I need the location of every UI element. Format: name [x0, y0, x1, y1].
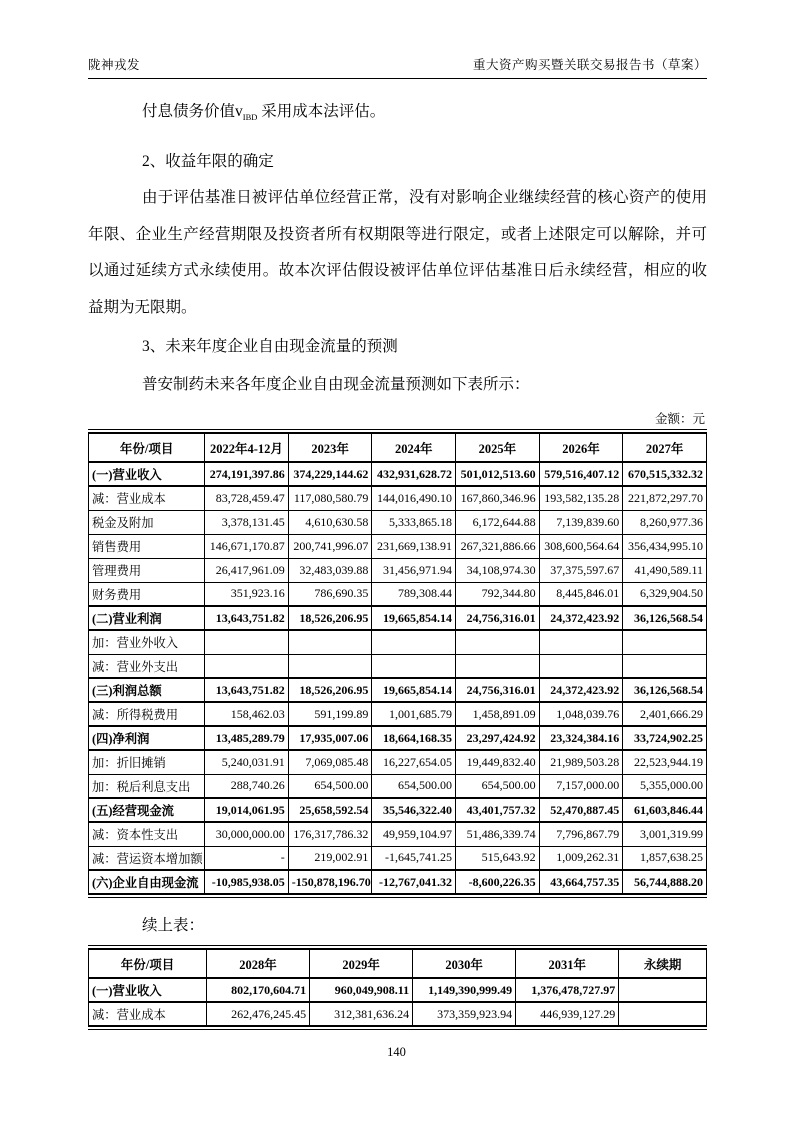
- table-row: [89, 534, 707, 558]
- row-label: 加：折旧摊销: [89, 750, 205, 774]
- cell-value: 23,324,384.16: [539, 726, 623, 750]
- cell-value: 6,329,904.50: [623, 582, 707, 606]
- cell-value: [372, 654, 456, 678]
- row-label: (二)营业利润: [89, 606, 205, 630]
- row-label: 加：营业外收入: [89, 630, 205, 654]
- cell-value: 1,376,478,727.97: [516, 978, 619, 1002]
- row-label: 财务费用: [89, 582, 205, 606]
- table-header-row: [89, 949, 707, 978]
- cell-value: 579,516,407.12: [539, 462, 623, 486]
- cell-value: 13,643,751.82: [205, 606, 289, 630]
- column-header: 2026年: [539, 433, 623, 462]
- column-header: 年份/项目: [89, 433, 205, 462]
- cell-value: 13,485,289.79: [205, 726, 289, 750]
- column-header: 2029年: [310, 949, 413, 978]
- row-label: (四)净利润: [89, 726, 205, 750]
- cell-value: 19,665,854.14: [372, 606, 456, 630]
- row-label: 减：资本性支出: [89, 822, 205, 846]
- cell-value: 51,486,339.74: [456, 822, 540, 846]
- cell-value: 200,741,996.07: [288, 534, 372, 558]
- cell-value: 52,470,887.45: [539, 798, 623, 822]
- column-header: 2031年: [516, 949, 619, 978]
- cell-value: 13,643,751.82: [205, 678, 289, 702]
- cell-value: 32,483,039.88: [288, 558, 372, 582]
- cell-value: 41,490,589.11: [623, 558, 707, 582]
- cell-value: 789,308.44: [372, 582, 456, 606]
- cell-value: 8,260,977.36: [623, 510, 707, 534]
- cell-value: 7,069,085.48: [288, 750, 372, 774]
- cell-value: -10,985,938.05: [205, 870, 289, 894]
- cell-value: 288,740.26: [205, 774, 289, 798]
- cell-value: 654,500.00: [456, 774, 540, 798]
- column-header: 2025年: [456, 433, 540, 462]
- cell-value: 960,049,908.11: [310, 978, 413, 1002]
- cell-value: 24,372,423.92: [539, 678, 623, 702]
- cell-value: 5,240,031.91: [205, 750, 289, 774]
- cell-value: 36,126,568.54: [623, 606, 707, 630]
- cell-value: 117,080,580.79: [288, 486, 372, 510]
- cell-value: 5,355,000.00: [623, 774, 707, 798]
- column-header: 2027年: [623, 433, 707, 462]
- cell-value: 19,665,854.14: [372, 678, 456, 702]
- cell-value: 274,191,397.86: [205, 462, 289, 486]
- column-header: 永续期: [619, 949, 707, 978]
- table-header-row: [89, 433, 707, 462]
- row-label: (五)经营现金流: [89, 798, 205, 822]
- cell-value: 221,872,297.70: [623, 486, 707, 510]
- cell-value: 501,012,513.60: [456, 462, 540, 486]
- cell-value: -: [205, 846, 289, 870]
- table-top-rule: [88, 945, 707, 946]
- cell-value: 654,500.00: [288, 774, 372, 798]
- cell-value: 2,401,666.29: [623, 702, 707, 726]
- table-row: [89, 702, 707, 726]
- cell-value: 18,526,206.95: [288, 606, 372, 630]
- row-label: (六)企业自由现金流: [89, 870, 205, 894]
- table-row: [89, 606, 707, 630]
- table-row: [89, 486, 707, 510]
- cell-value: 30,000,000.00: [205, 822, 289, 846]
- cell-value: 8,445,846.01: [539, 582, 623, 606]
- cell-value: 43,401,757.32: [456, 798, 540, 822]
- cell-value: 36,126,568.54: [623, 678, 707, 702]
- cell-value: 7,796,867.79: [539, 822, 623, 846]
- row-label: 管理费用: [89, 558, 205, 582]
- table-row: [89, 510, 707, 534]
- table-row: [89, 846, 707, 870]
- cell-value: 3,378,131.45: [205, 510, 289, 534]
- cell-value: -150,878,196.70: [288, 870, 372, 894]
- cell-value: [623, 630, 707, 654]
- cell-value: [372, 630, 456, 654]
- cashflow-forecast-table-continued-wrap: [88, 945, 707, 1030]
- table-row: [89, 750, 707, 774]
- cell-value: -8,600,226.35: [456, 870, 540, 894]
- table-row: [89, 678, 707, 702]
- row-label: (一)营业收入: [89, 462, 205, 486]
- continued-table-label: 续上表：: [142, 917, 205, 935]
- cell-value: 515,643.92: [456, 846, 540, 870]
- cell-value: 158,462.03: [205, 702, 289, 726]
- column-header: 2023年: [288, 433, 372, 462]
- debt-value-text-rest: 采用成本法评估。: [257, 103, 386, 120]
- row-label: 销售费用: [89, 534, 205, 558]
- section-heading-2: 2、收益年限的确定: [142, 153, 274, 171]
- cell-value: 33,724,902.25: [623, 726, 707, 750]
- cell-value: 22,523,944.19: [623, 750, 707, 774]
- cell-value: 219,002.91: [288, 846, 372, 870]
- cell-value: 5,333,865.18: [372, 510, 456, 534]
- cell-value: [456, 654, 540, 678]
- row-label: 减：所得税费用: [89, 702, 205, 726]
- column-header: 2022年4-12月: [205, 433, 289, 462]
- cell-value: 432,931,628.72: [372, 462, 456, 486]
- cell-value: 312,381,636.24: [310, 1002, 413, 1026]
- cell-value: [288, 654, 372, 678]
- cell-value: 34,108,974.30: [456, 558, 540, 582]
- cell-value: 446,939,127.29: [516, 1002, 619, 1026]
- cell-value: 24,756,316.01: [456, 678, 540, 702]
- cell-value: [288, 630, 372, 654]
- table-row: [89, 654, 707, 678]
- table-row: [89, 774, 707, 798]
- cell-value: 49,959,104.97: [372, 822, 456, 846]
- cell-value: 373,359,923.94: [413, 1002, 516, 1026]
- cell-value: 356,434,995.10: [623, 534, 707, 558]
- cell-value: 7,157,000.00: [539, 774, 623, 798]
- cell-value: 17,935,007.06: [288, 726, 372, 750]
- table-row: [89, 462, 707, 486]
- cell-value: [539, 630, 623, 654]
- cell-value: [539, 654, 623, 678]
- cell-value: 21,989,503.28: [539, 750, 623, 774]
- cell-value: 167,860,346.96: [456, 486, 540, 510]
- cell-value: 1,048,039.76: [539, 702, 623, 726]
- row-label: 加：税后利息支出: [89, 774, 205, 798]
- cell-value: 25,658,592.54: [288, 798, 372, 822]
- cell-value: 1,009,262.31: [539, 846, 623, 870]
- cell-value: [623, 654, 707, 678]
- cell-value: 19,014,061.95: [205, 798, 289, 822]
- column-header: 2024年: [372, 433, 456, 462]
- row-label: 减：营运资本增加额: [89, 846, 205, 870]
- cell-value: -12,767,041.32: [372, 870, 456, 894]
- row-label: 减：营业成本: [89, 1002, 207, 1026]
- cell-value: 37,375,597.67: [539, 558, 623, 582]
- paragraph-forecast-intro: 普安制药未来各年度企业自由现金流量预测如下表所示：: [142, 376, 530, 394]
- cell-value: [619, 1002, 707, 1026]
- table-row: [89, 630, 707, 654]
- table-unit-label: 金额：元: [654, 412, 705, 427]
- cell-value: 351,923.16: [205, 582, 289, 606]
- cell-value: 31,456,971.94: [372, 558, 456, 582]
- cell-value: 24,372,423.92: [539, 606, 623, 630]
- header-company-name: 陇神戎发: [88, 58, 141, 72]
- cell-value: 1,149,390,999.49: [413, 978, 516, 1002]
- cell-value: 231,669,138.91: [372, 534, 456, 558]
- row-label: 减：营业成本: [89, 486, 205, 510]
- cell-value: 802,170,604.71: [207, 978, 310, 1002]
- cashflow-forecast-table-wrap: [88, 429, 707, 898]
- page-number: 140: [387, 1045, 406, 1059]
- cell-value: 591,199.89: [288, 702, 372, 726]
- paragraph-debt-value: [88, 99, 707, 122]
- cell-value: [456, 630, 540, 654]
- cell-value: 83,728,459.47: [205, 486, 289, 510]
- table-top-rule: [88, 429, 707, 430]
- cashflow-forecast-table-continued: [88, 948, 707, 1027]
- cell-value: [619, 978, 707, 1002]
- header-report-title: 重大资产购买暨关联交易报告书（草案）: [472, 58, 707, 72]
- row-label: 减：营业外支出: [89, 654, 205, 678]
- table-row: [89, 582, 707, 606]
- cell-value: 654,500.00: [372, 774, 456, 798]
- cell-value: 7,139,839.60: [539, 510, 623, 534]
- table-row: [89, 822, 707, 846]
- table-row: [89, 798, 707, 822]
- cell-value: 26,417,961.09: [205, 558, 289, 582]
- debt-value-text: 付息债务价值v: [142, 103, 243, 120]
- section-heading-3: 3、未来年度企业自由现金流量的预测: [142, 338, 398, 356]
- table-row: [89, 978, 707, 1002]
- cell-value: 16,227,654.05: [372, 750, 456, 774]
- cell-value: 146,671,170.87: [205, 534, 289, 558]
- column-header: 2028年: [207, 949, 310, 978]
- cell-value: 35,546,322.40: [372, 798, 456, 822]
- cell-value: [205, 654, 289, 678]
- cell-value: [205, 630, 289, 654]
- row-label: 税金及附加: [89, 510, 205, 534]
- cell-value: 144,016,490.10: [372, 486, 456, 510]
- cell-value: 18,526,206.95: [288, 678, 372, 702]
- cell-value: 786,690.35: [288, 582, 372, 606]
- table-bottom-rule: [88, 897, 707, 898]
- cell-value: 1,857,638.25: [623, 846, 707, 870]
- table-row: [89, 726, 707, 750]
- page-header: [88, 55, 707, 79]
- cell-value: 374,229,144.62: [288, 462, 372, 486]
- cell-value: 262,476,245.45: [207, 1002, 310, 1026]
- cell-value: 4,610,630.58: [288, 510, 372, 534]
- paragraph-going-concern: 由于评估基准日被评估单位经营正常，没有对影响企业继续经营的核心资产的使用年限、企业生产经营期限及投资者所有权期限等进行限定，或者上述限定可以解除，并可以通过延续方式永续使用。故本次评估假设被评估单位评估基准日后永续经营，相应的收益期为无限期。: [88, 189, 707, 316]
- cell-value: 23,297,424.92: [456, 726, 540, 750]
- cell-value: 267,321,886.66: [456, 534, 540, 558]
- table-bottom-rule: [88, 1029, 707, 1030]
- cell-value: 3,001,319.99: [623, 822, 707, 846]
- cell-value: 6,172,644.88: [456, 510, 540, 534]
- table-row: [89, 1002, 707, 1026]
- cell-value: 19,449,832.40: [456, 750, 540, 774]
- cell-value: 56,744,888.20: [623, 870, 707, 894]
- cell-value: 43,664,757.35: [539, 870, 623, 894]
- cell-value: 1,458,891.09: [456, 702, 540, 726]
- cell-value: 193,582,135.28: [539, 486, 623, 510]
- cell-value: 670,515,332.32: [623, 462, 707, 486]
- cell-value: 61,603,846.44: [623, 798, 707, 822]
- row-label: (一)营业收入: [89, 978, 207, 1002]
- cell-value: -1,645,741.25: [372, 846, 456, 870]
- cell-value: 24,756,316.01: [456, 606, 540, 630]
- cell-value: 1,001,685.79: [372, 702, 456, 726]
- cell-value: 792,344.80: [456, 582, 540, 606]
- debt-value-subscript: IBD: [242, 112, 258, 123]
- cell-value: 176,317,786.32: [288, 822, 372, 846]
- table-row: [89, 558, 707, 582]
- column-header: 年份/项目: [89, 949, 207, 978]
- column-header: 2030年: [413, 949, 516, 978]
- table-row: [89, 870, 707, 894]
- cell-value: 18,664,168.35: [372, 726, 456, 750]
- row-label: (三)利润总额: [89, 678, 205, 702]
- cell-value: 308,600,564.64: [539, 534, 623, 558]
- cashflow-forecast-table: [88, 432, 707, 895]
